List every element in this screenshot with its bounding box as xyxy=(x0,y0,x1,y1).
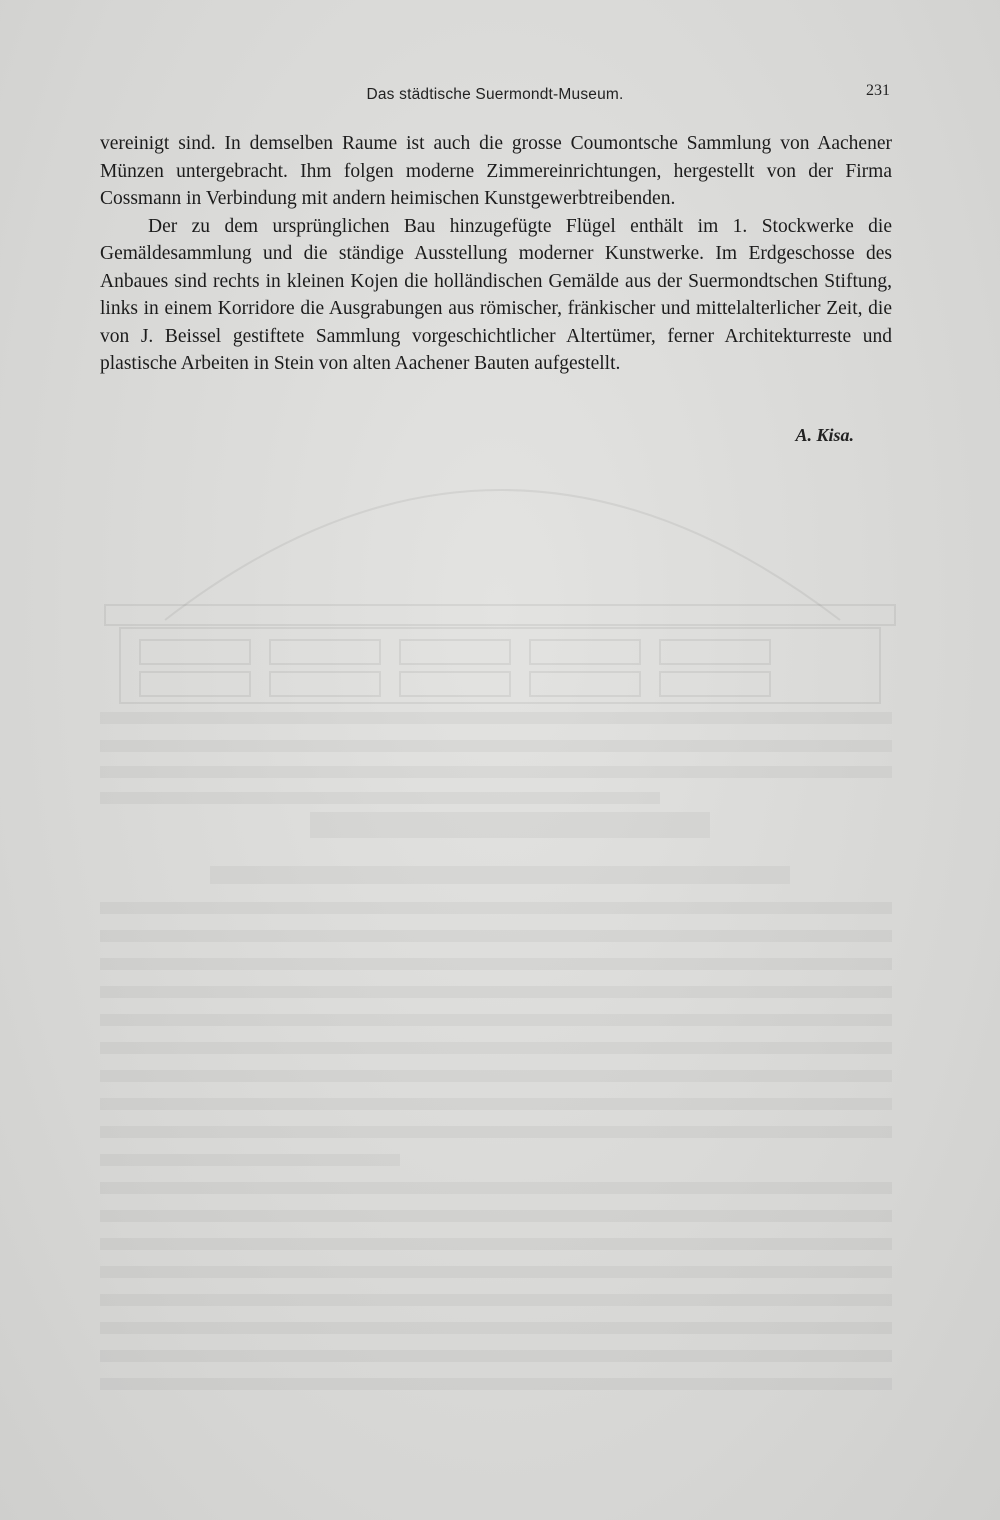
running-title: Das städtische Suermondt-Museum. xyxy=(366,86,624,103)
paragraph: Der zu dem ursprünglichen Bau hinzugefügte Flügel enthält im 1. Stockwerke die Gemäldesammlung und die ständige Ausstellung moderner Kunstwerke. Im Erdgeschosse des Anbaues sind rechts in kleinen Kojen die holländischen Gemälde aus der Suermondtschen Stiftung, links in einem Korridore die Ausgrabungen aus römischer, fränkischer und mittelalterlicher Zeit, die von J. Beissel gestiftete Sammlung vorgeschichtlicher Altertümer, ferner Architekturreste und plastische Arbeiten in Stein von alten Aachener Bauten aufgestellt. xyxy=(100,215,892,374)
page-number: 231 xyxy=(866,82,890,99)
paragraph: vereinigt sind. In demselben Raume ist auch die grosse Coumontsche Sammlung von Aachener Münzen untergebracht. Ihm folgen moderne Zimmereinrichtungen, hergestellt von der Firma Cossmann in Verbindung mit andern heimischen Kunstgewerbtreibenden. xyxy=(100,133,892,209)
body-text xyxy=(100,130,892,378)
author-signature: A. Kisa. xyxy=(795,425,854,445)
running-header xyxy=(100,82,890,110)
